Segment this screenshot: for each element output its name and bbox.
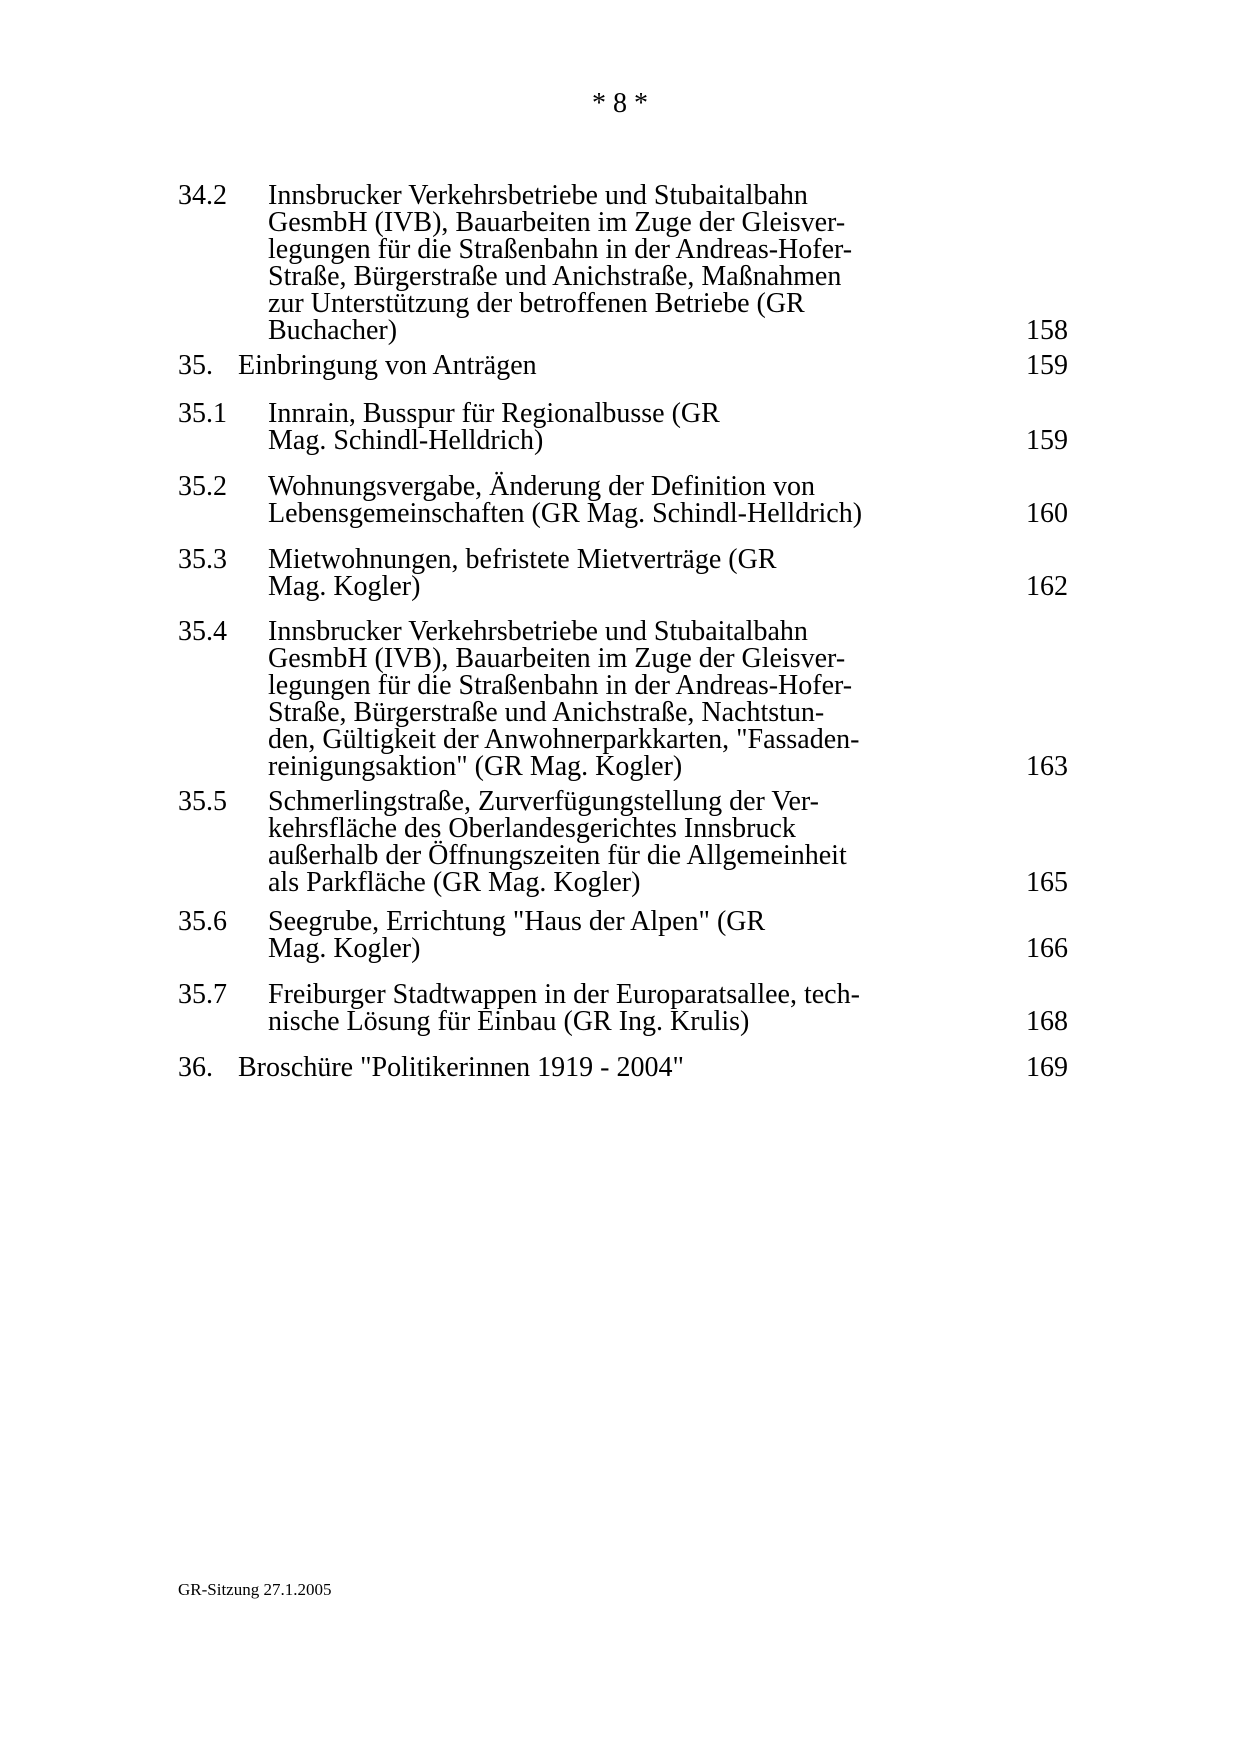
entry-number: 35.7 — [178, 979, 227, 1010]
title-line: Freiburger Stadtwappen in der Europaratsallee, tech- — [268, 979, 860, 1010]
title-line: Schmerlingstraße, Zurverfügungstellung der Ver- — [268, 786, 819, 817]
entry-title — [268, 473, 988, 527]
title-line: Seegrube, Errichtung "Haus der Alpen" (GR — [268, 906, 766, 937]
title-line: Lebensgemeinschaften (GR Mag. Schindl-Helldrich) — [268, 498, 863, 529]
title-line: Mag. Schindl-Helldrich) — [268, 425, 544, 456]
entry-title — [268, 618, 988, 780]
title-line: Straße, Bürgerstraße und Anichstraße, Nachtstun- — [268, 697, 825, 728]
title-line: als Parkfläche (GR Mag. Kogler) — [268, 867, 641, 898]
entry-page-number: 166 — [1026, 933, 1068, 964]
entry-number: 35.6 — [178, 906, 227, 937]
title-line: Broschüre "Politikerinnen 1919 - 2004" — [238, 1052, 684, 1083]
title-line: Mag. Kogler) — [268, 933, 421, 964]
title-line: außerhalb der Öffnungszeiten für die Allgemeinheit — [268, 840, 847, 871]
entry-page-number: 159 — [1026, 350, 1068, 381]
entry-page-number: 160 — [1026, 498, 1068, 529]
title-line: legungen für die Straßenbahn in der Andreas-Hofer- — [268, 670, 853, 701]
title-line: Buchacher) — [268, 315, 398, 346]
entry-number: 35.3 — [178, 544, 227, 575]
entry-number: 35.4 — [178, 616, 227, 647]
title-line: Innsbrucker Verkehrsbetriebe und Stubaitalbahn — [268, 180, 808, 211]
entry-title — [268, 546, 988, 600]
entry-title — [268, 182, 988, 344]
title-line: reinigungsaktion" (GR Mag. Kogler) — [268, 751, 683, 782]
title-line: Innrain, Busspur für Regionalbusse (GR — [268, 398, 720, 429]
entry-page-number: 162 — [1026, 571, 1068, 602]
title-line: GesmbH (IVB), Bauarbeiten im Zuge der Gleisver- — [268, 207, 846, 238]
entry-page-number: 165 — [1026, 867, 1068, 898]
title-line: Mietwohnungen, befristete Mietverträge (GR — [268, 544, 777, 575]
entry-title — [238, 352, 958, 379]
entry-number: 35.5 — [178, 786, 227, 817]
entry-title — [268, 908, 988, 962]
title-line: legungen für die Straßenbahn in der Andreas-Hofer- — [268, 234, 853, 265]
title-line: Mag. Kogler) — [268, 571, 421, 602]
title-line: kehrsfläche des Oberlandesgerichtes Innsbruck — [268, 813, 796, 844]
title-line: Straße, Bürgerstraße und Anichstraße, Maßnahmen — [268, 261, 842, 292]
title-line: nische Lösung für Einbau (GR Ing. Krulis) — [268, 1006, 750, 1037]
entry-title — [268, 981, 988, 1035]
entry-number: 35.2 — [178, 471, 227, 502]
entry-page-number: 169 — [1026, 1052, 1068, 1083]
entry-title — [238, 1054, 958, 1081]
entry-number: 35. — [178, 350, 213, 381]
title-line: zur Unterstützung der betroffenen Betriebe (GR — [268, 288, 805, 319]
page-footer: GR-Sitzung 27.1.2005 — [178, 1580, 332, 1599]
page-number-marker: * 8 * — [592, 88, 648, 119]
entry-number: 34.2 — [178, 180, 227, 211]
entry-page-number: 158 — [1026, 315, 1068, 346]
title-line: Innsbrucker Verkehrsbetriebe und Stubaitalbahn — [268, 616, 808, 647]
title-line: Wohnungsvergabe, Änderung der Definition von — [268, 471, 815, 502]
entry-number: 35.1 — [178, 398, 227, 429]
title-line: den, Gültigkeit der Anwohnerparkkarten, "Fassaden- — [268, 724, 860, 755]
title-line: Einbringung von Anträgen — [238, 350, 537, 381]
entry-title — [268, 400, 988, 454]
entry-page-number: 168 — [1026, 1006, 1068, 1037]
entry-page-number: 159 — [1026, 425, 1068, 456]
entry-number: 36. — [178, 1052, 213, 1083]
title-line: GesmbH (IVB), Bauarbeiten im Zuge der Gleisver- — [268, 643, 846, 674]
entry-page-number: 163 — [1026, 751, 1068, 782]
entry-title — [268, 788, 988, 896]
